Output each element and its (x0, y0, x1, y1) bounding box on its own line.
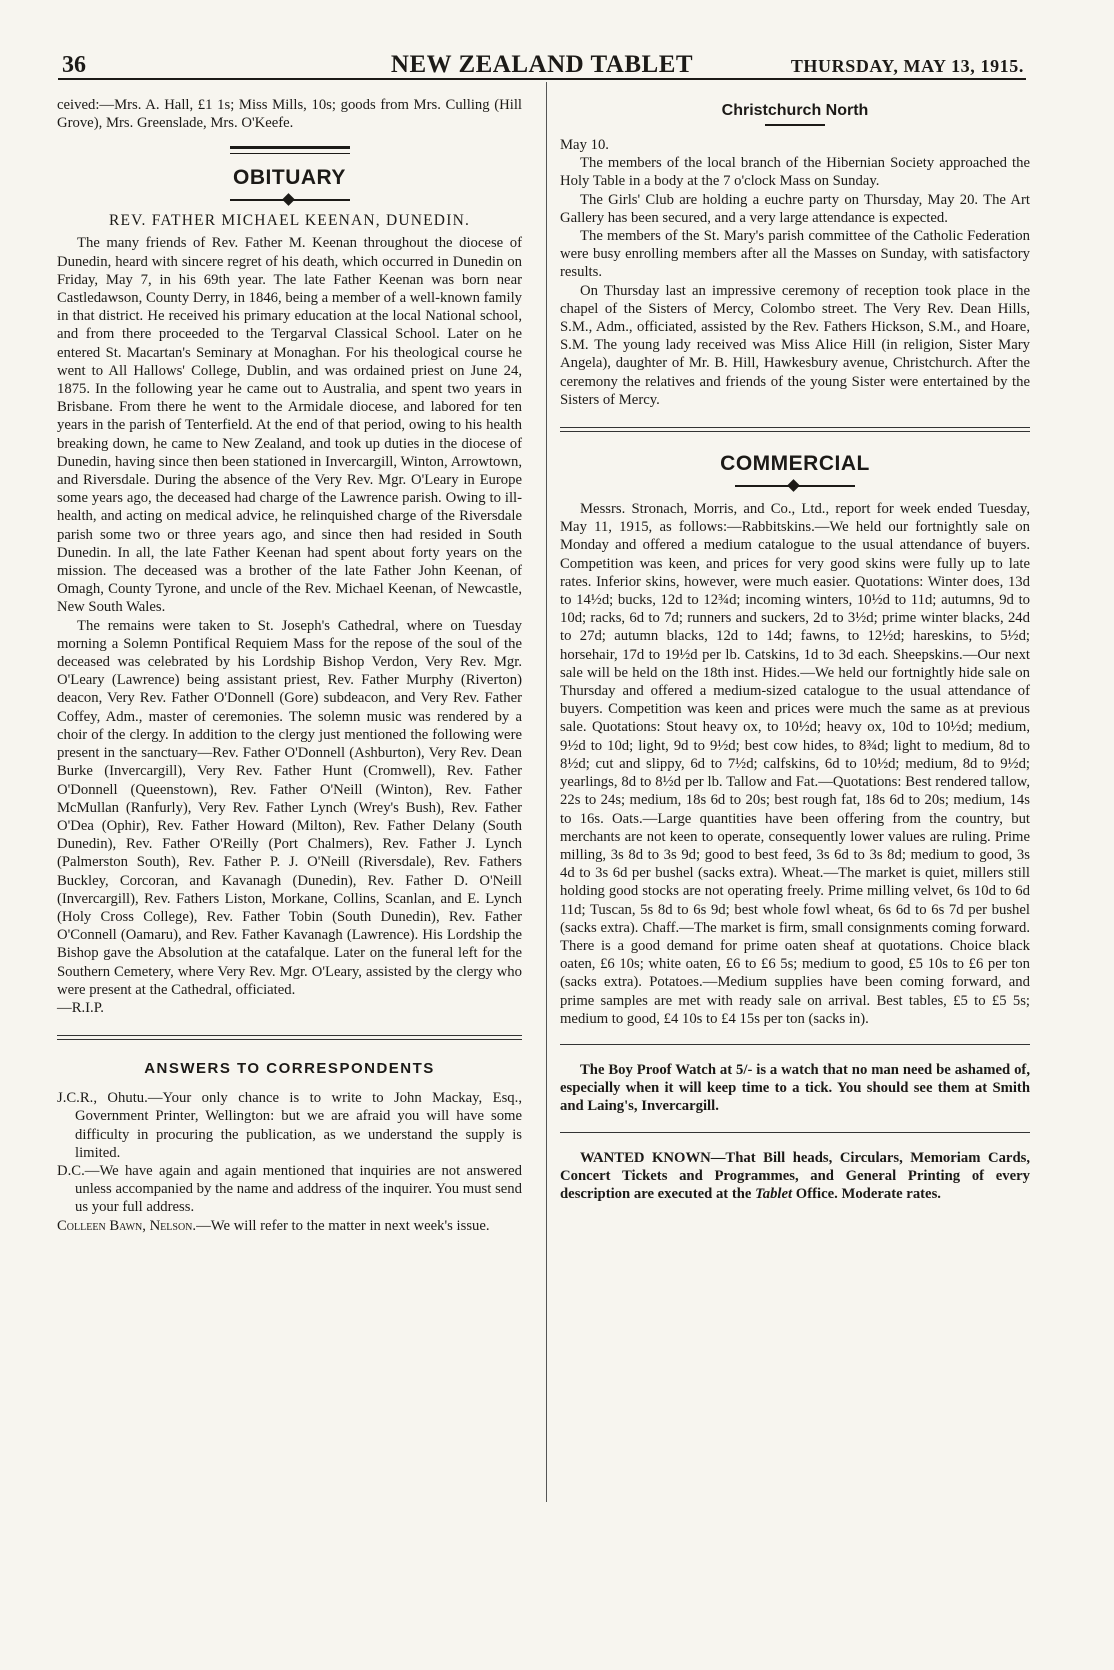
answers-heading: ANSWERS TO CORRESPONDENTS (144, 1060, 435, 1078)
section-rule (57, 1035, 522, 1040)
obituary-heading: OBITUARY (233, 166, 346, 190)
obituary-paragraph: The many friends of Rev. Father M. Keenan throughout the diocese of Dunedin, heard with sincere regret of his death, which occurred in Dunedin on Friday, May 7, in his 69th year. The late Father Keenan was born near Castledawson, County Derry, in 1846, being a member of a well-known family in that district. He received his primary education at the local National school, and from there proceeded to the Tergarval Classical School. Later on he entered St. Macartan's Seminary at Monaghan. For his theological course he went to All Hallows' College, Dublin, and was ordained priest on June 24, 1875. In the following year he came out to Australia, and spent two years in Brisbane. From there he went to the Armidale diocese, and labored for ten years in the parish of Tenterfield. At the end of that period, owing to his health breaking down, he came to New Zealand, and took up duties in the diocese of Dunedin, having since then been stationed in Invercargill, Winton, Arrowtown, and Riversdale. During the absence of the Very Rev. Mgr. O'Leary in Europe some years ago, the deceased had charge of the Lawrence parish. Owing to ill-health, and acting on medical advice, he relinquished charge of the Riversdale parish some two or three years ago, and since then had resided in South Dunedin. In all, the late Father Keenan had spent about forty years on the mission. The deceased was a brother of the late Father John Keenan, of Omagh, County Tyrone, and uncle of the Rev. Michael Keenan, of Newcastle, New South Wales. (57, 235, 522, 616)
printing-ad-rates: Office. Moderate rates. (795, 1185, 941, 1202)
commercial-heading: COMMERCIAL (720, 452, 870, 476)
answer-recipient: J.C.R., Ohutu. (57, 1090, 148, 1107)
answer-entry (57, 1217, 522, 1235)
answer-recipient: Colleen Bawn, Nelson. (57, 1217, 197, 1234)
rip-line: —R.I.P. (57, 999, 104, 1016)
column-divider (546, 82, 547, 1502)
answer-entry (57, 1162, 522, 1217)
left-column (57, 96, 522, 1235)
news-paragraph: The members of the St. Mary's parish committee of the Catholic Federation were busy enrolling members after all the Masses on Sunday, with satisfactory results. (560, 228, 1030, 281)
section-rule (560, 427, 1030, 432)
obituary-paragraph: The remains were taken to St. Joseph's Cathedral, where on Tuesday morning a Solemn Pontifical Requiem Mass for the repose of the soul of the deceased was celebrated by his Lordship Bishop Verdon, Very Rev. Mgr. O'Leary (Lawrence) being assistant priest, Rev. Father Murphy (Riverton) deacon, Very Rev. Father O'Donnell (Gore) subdeacon, and Very Rev. Father Coffey, Adm., master of ceremonies. The solemn music was rendered by a choir of the clergy. In addition to the clergy just mentioned the following were present in the sanctuary—Rev. Father O'Donnell (Ashburton), Very Rev. Dean Burke (Invercargill), Very Rev. Father Hunt (Cromwell), Rev. Father O'Donnell (Queenstown), Rev. Father O'Neill (Winton), Rev. Father McMullan (Ranfurly), Very Rev. Father Lynch (Wrey's Bush), Rev. Father O'Dea (Ophir), Rev. Father Howard (Milton), Rev. Father Delany (South Dunedin), Rev. Father O'Reilly (Port Chalmers), Rev. Father J. Lynch (Palmerston South), Rev. Father P. J. O'Neill (Riversdale), Rev. Fathers Buckley, Corcoran, and Kavanagh (Dunedin), Rev. Father D. O'Neill (Invercargill), Rev. Fathers Liston, Morkane, Collins, Scanlan, and E. Lynch (Holy Cross College), Rev. Father Tobin (South Dunedin), Rev. Father O'Connell (Oamaru), and Rev. Father Kavanagh (Lawrence). His Lordship the Bishop gave the Absolution at the catafalque. Later on the funeral left for the Southern Cemetery, where Very Rev. Mgr. O'Leary, assisted by the clergy who were present at the Cathedral, officiated. (57, 617, 522, 998)
answer-text: —We have again and again mentioned that inquiries are not answered unless accompanied by the name and address of the inquirer. You must send us your full address. (75, 1162, 522, 1216)
commercial-report: Messrs. Stronach, Morris, and Co., Ltd., report for week ended Tuesday, May 11, 1915, as follows:—Rabbitskins.—We held our fortnightly sale on Monday and offered a medium catalogue to the usual attendance of buyers. Competition was keen, and prices for very good skins were fully up to late rates. Inferior skins, however, were much easier. Quotations: Winter does, 13d to 14½d; bucks, 12d to 12¾d; incoming winters, 10½d to 11d; autumns, 9d to 10d; racks, 6d to 7d; runners and suckers, 2d to 3½d; prime winter blacks, 24d to 27d; autumn blacks, 12d to 14d; fawns, to 12½d; hareskins, to 5½d; horsehair, 17d to 19½d per lb. Catskins, 1d to 3d each. Sheepskins.—Our next sale will be held on the 18th inst. Hides.—We held our fortnightly hide sale on Thursday and offered a medium-sized catalogue to the usual attendance of buyers. Competition was keen and prices were much the same as at previous sale. Quotations: Stout heavy ox, to 10½d; heavy ox, 10d to 10½d; medium, 9½d to 10d; light, 9d to 9½d; best cow hides, to 8¾d; light to medium, 8d to 8½d; cut and slippy, 6d to 7½d; calfskins, 6d to 10½d; medium, 8d to 9½d; yearlings, 8d to 8½d per lb. Tallow and Fat.—Quotations: Best rendered tallow, 22s to 24s; medium, 18s 6d to 20s; best rough fat, 18s 6d to 20s; medium, 14s to 16s. Oats.—Large quantities have been offering from the country, but merchants are not keen to operate, consequently lower values are ruling. Prime milling, 3s 8d to 3s 9d; good to best feed, 3s 6d to 3s 8d; medium to good, 3s 4d to 3s 6d per bushel (sacks extra). Wheat.—The market is quiet, millers still holding good stocks are not operating freely. Prime milling velvet, 6s 10d to 6d 11d; Tuscan, 5s 8d to 6s 9d; best whole fowl wheat, 6s 6d to 6s 7d per bushel (sacks extra). Chaff.—The market is firm, small consignments coming forward. There is a good demand for prime oaten sheaf at quotations. Choice black oaten, £6 10s; white oaten, £6 to £6 5s; medium to good, £5 10s to £6 per ton (sacks extra). Potatoes.—Medium supplies have been coming forward, and prime samples are met with ready sale on arrival. Best tables, £5 to £5 5s; medium to good, £4 10s to £4 15s per ton (sacks in). (560, 501, 1030, 1027)
watch-advertisement: The Boy Proof Watch at 5/- is a watch that no man need be ashamed of, especially when it will keep time to a tick. You should see them at Smith and Laing's, Invercargill. (560, 1061, 1030, 1115)
newspaper-title: NEW ZEALAND TABLET (390, 51, 694, 78)
diamond-ornament (735, 482, 855, 490)
masthead (58, 48, 1026, 80)
page-number: 36 (62, 52, 86, 78)
obituary-subject: REV. FATHER MICHAEL KEENAN, DUNEDIN. (108, 212, 471, 230)
christchurch-north-heading: Christchurch North (721, 102, 869, 119)
answer-entry (57, 1089, 522, 1162)
news-paragraph: On Thursday last an impressive ceremony of reception took place in the chapel of the Sisters of Mercy, Colombo street. The Very Rev. Dean Hills, S.M., Adm., officiated, assisted by the Rev. Fathers Hickson, S.M., and Hoare, S.M. The young lady received was Miss Alice Hill (in religion, Sister Mary Angela), daughter of Mr. B. Hill, Hawkesbury avenue, Christchurch. After the ceremony the relatives and friends of the young Sister were entertained by the Sisters of Mercy. (560, 282, 1030, 408)
issue-date: THURSDAY, MAY 13, 1915. (790, 56, 1024, 76)
news-paragraph: The Girls' Club are holding a euchre party on Thursday, May 20. The Art Gallery has been secured, and a very large attendance is expected. (560, 191, 1030, 226)
dateline: May 10. (560, 137, 609, 153)
section-rule (765, 124, 825, 126)
answer-text: —Your only chance is to write to John Mackay, Esq., Government Printer, Wellington: but we are afraid you will have some difficulty in procuring the publication, as we understand the supply is limited. (75, 1090, 522, 1161)
diamond-ornament (230, 196, 350, 204)
printing-ad-text: WANTED KNOWN—That Bill heads, Circulars, Memoriam Cards, Concert Tickets and Programmes, and General Printing of every description are executed at the (560, 1149, 1030, 1202)
section-rule (560, 1132, 1030, 1133)
answer-text: —We will refer to the matter in next week's issue. (196, 1217, 490, 1234)
section-rule (560, 1044, 1030, 1045)
right-column (560, 96, 1030, 1203)
printing-ad-office: Tablet (755, 1185, 793, 1202)
intro-paragraph: ceived:—Mrs. A. Hall, £1 1s; Miss Mills, 10s; goods from Mrs. Culling (Hill Grove), Mrs. Greenslade, Mrs. O'Keefe. (57, 97, 522, 132)
printing-advertisement (560, 1149, 1030, 1204)
answer-recipient: D.C. (57, 1162, 85, 1179)
section-rule (230, 146, 350, 154)
news-paragraph: The members of the local branch of the Hibernian Society approached the Holy Table in a body at the 7 o'clock Mass on Sunday. (560, 155, 1030, 190)
